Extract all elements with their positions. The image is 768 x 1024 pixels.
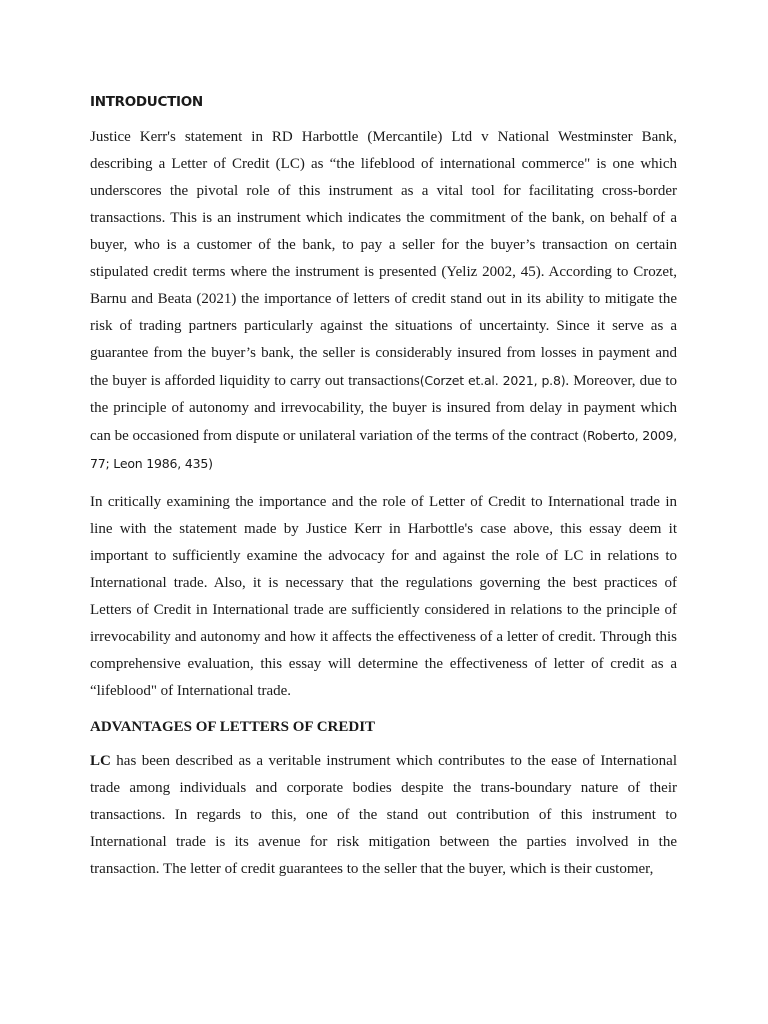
- intro-p1-text-a: Justice Kerr's statement in RD Harbottle (Mercantile) Ltd v National Westminster Bank, describing a Letter of Credit (LC) as “the lifeblood of international commerce" is one which underscores the pivotal role of this instrument as a vital tool for facilitating cross-border transactions. This is an instrument which indicates the commitment of the bank, on behalf of a buyer, who is a customer of the bank, to pay a seller for the buyer’s transaction on certain stipulated credit terms where the instrument is presented (Yeliz 2002, 45). According to Crozet, Barnu and Beata (2021) the importance of letters of credit stand out in its ability to mitigate the risk of trading partners particularly against the situations of uncertainty. Since it serve as a guarantee from the buyer’s bank, the seller is considerably insured from losses in payment and the buyer is afforded liquidity to carry out transactions: [90, 129, 677, 389]
- introduction-heading: INTRODUCTION: [90, 94, 203, 110]
- advantages-paragraph-1: [90, 748, 677, 883]
- citation-corzet: (Corzet et.al. 2021, p.8): [419, 373, 566, 388]
- intro-paragraph-1: [90, 124, 677, 478]
- intro-paragraph-2: In critically examining the importance and the role of Letter of Credit to International trade in line with the statement made by Justice Kerr in Harbottle's case above, this essay deem it important to sufficiently examine the advocacy for and against the role of LC in relations to International trade. Also, it is necessary that the regulations governing the best practices of Letters of Credit in International trade are sufficiently considered in relations to the principle of irrevocability and autonomy and how it affects the effectiveness of a letter of credit. Through this comprehensive evaluation, this essay will determine the effectiveness of letter of credit as a “lifeblood" of International trade.: [90, 494, 677, 699]
- intro-p1-text-b: . Moreover, due to the principle of autonomy and irrevocability, the buyer is insured from delay in payment which can be occasioned from dispute or unilateral variation of the terms of the contract: [90, 373, 677, 444]
- document-page: [90, 92, 677, 894]
- citation-roberto-leon: (Roberto, 2009, 77; Leon 1986, 435): [90, 428, 678, 471]
- advantages-heading: ADVANTAGES OF LETTERS OF CREDIT: [90, 719, 376, 735]
- advantages-p1-text: has been described as a veritable instrument which contributes to the ease of International trade among individuals and corporate bodies despite the trans-boundary nature of their transactions. In regards to this, one of the stand out contribution of this instrument to International trade is its avenue for risk mitigation between the parties involved in the transaction. The letter of credit guarantees to the seller that the buyer, which is their customer,: [90, 753, 677, 877]
- advantages-lead-term: LC: [90, 753, 111, 769]
